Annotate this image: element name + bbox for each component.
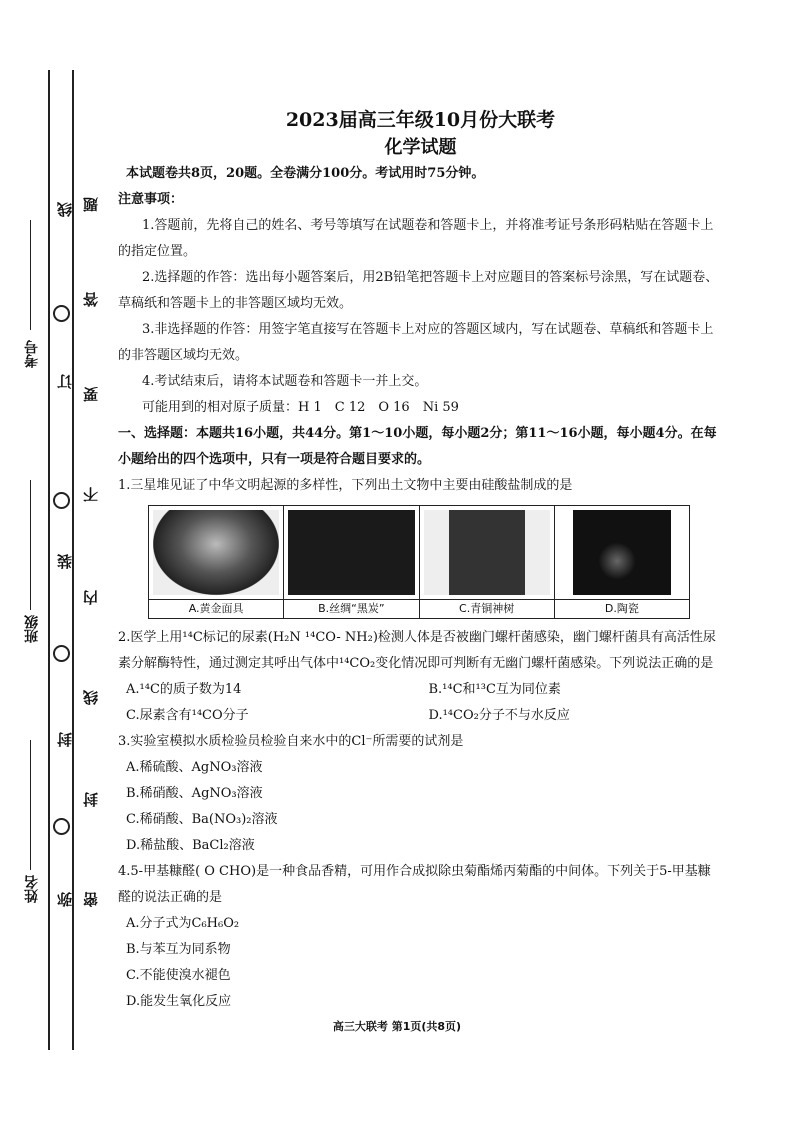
exam-subject: 化学试题 [384,137,457,158]
binding-margin [0,0,105,1123]
notice-char: 答 [82,290,100,307]
figure-d [555,506,689,618]
gold-mask-image [153,510,279,595]
class-underline [30,480,31,610]
notice-char: 内 [82,588,100,605]
option-d: D.能发生氧化反应 [126,994,232,1009]
notice-char: 密 [82,890,100,907]
question-4-stem: 4.5-甲基糠醛( O CHO)是一种食品香精，可用作合成拟除虫菊酯烯丙菊酯的中间体。下列关于5-甲基糠醛的说法正确的是 [118,864,711,905]
option-c: C.稀硝酸、Ba(NO₃)₂溶液 [126,812,278,827]
seal-char: 弥 [56,890,74,907]
figure-caption: D.陶瓷 [555,599,689,618]
exam-info: 本试题卷共8页，20题。全卷满分100分。考试用时75分钟。 [126,166,485,181]
notice-char: 封 [82,790,100,807]
note-item: 3.非选择题的作答：用签字笔直接写在答题卡上对应的答题区域内，写在试题卷、草稿纸和答题卡上的非答题区域均无效。 [118,322,714,363]
note-item: 4.考试结束后，请将本试题卷和答题卡一并上交。 [142,374,428,389]
question-1-figures [148,505,690,619]
seal-char: 装 [56,552,74,569]
note-item: 1.答题前，先将自己的姓名、考号等填写在试题卷和答题卡上，并将准考证号条形码粘贴在答题卡上的指定位置。 [118,218,714,259]
figure-a [149,506,284,618]
option-b: B.¹⁴C和¹³C互为同位素 [428,682,561,697]
binding-hole [53,492,70,509]
name-underline [30,740,31,870]
binding-hole [53,645,70,662]
silk-charcoal-image [288,510,414,595]
figure-caption: C.青铜神树 [420,599,554,618]
page-footer: 高三大联考 第1页(共8页) [332,1020,462,1033]
exam-title: 2023届高三年级10月份大联考 [285,109,556,131]
option-d: D.稀盐酸、BaCl₂溶液 [126,838,255,853]
option-a: A.分子式为C₆H₆O₂ [126,916,240,931]
label-class: 班级 [24,615,40,643]
question-2-options-row1 [118,677,723,703]
figure-b [284,506,419,618]
binding-hole [53,818,70,835]
notes-heading: 注意事项： [118,192,184,207]
option-a: A.¹⁴C的质子数为14 [126,682,242,697]
seal-char: 线 [56,200,74,217]
option-b: B.与苯互为同系物 [126,942,231,957]
seal-char: 订 [56,372,74,389]
notice-char: 题 [82,195,100,212]
notice-char: 不 [82,485,100,502]
section-heading: 一、选择题：本题共16小题，共44分。第1～10小题，每小题2分；第11～16小题，每小题4分。在每小题给出的四个选项中，只有一项是符合题目要求的。 [118,426,717,467]
figure-caption: A.黄金面具 [149,599,283,618]
note-item: 2.选择题的作答：选出每小题答案后，用2B铅笔把答题卡上对应题目的答案标号涂黑，写在试题卷、草稿纸和答题卡上的非答题区域均无效。 [118,270,719,311]
option-c: C.不能使溴水褪色 [126,968,231,983]
pottery-image [573,510,671,595]
option-d: D.¹⁴CO₂分子不与水反应 [428,708,570,723]
figure-caption: B.丝绸“黑炭” [284,599,418,618]
option-a: A.稀硫酸、AgNO₃溶液 [126,760,263,775]
exam-content [118,105,723,1015]
option-b: B.稀硝酸、AgNO₃溶液 [126,786,263,801]
question-1-stem: 1.三星堆见证了中华文明起源的多样性，下列出土文物中主要由硅酸盐制成的是 [118,478,573,493]
bronze-tree-image [424,510,550,595]
notice-char: 要 [82,385,100,402]
label-exam-number: 考号 [24,340,40,368]
notice-char: 线 [82,688,100,705]
margin-line-left [48,70,50,1050]
binding-hole [53,305,70,322]
seal-char: 封 [56,730,74,747]
id-underline [30,220,31,330]
question-2-stem: 2.医学上用¹⁴C标记的尿素(H₂N ¹⁴CO- NH₂)检测人体是否被幽门螺杆菌感染，幽门螺杆菌具有高活性尿素分解酶特性，通过测定其呼出气体中¹⁴CO₂变化情况即可判断有无幽门螺杆菌感染。下列说法正确的是 [118,630,716,671]
label-name: 姓名 [24,875,40,903]
question-3-stem: 3.实验室模拟水质检验员检验自来水中的Cl⁻所需要的试剂是 [118,734,464,749]
figure-c [420,506,555,618]
question-2-options-row2 [118,703,723,729]
option-c: C.尿素含有¹⁴CO分子 [126,708,249,723]
atomic-masses: 可能用到的相对原子质量：H 1 C 12 O 16 Ni 59 [142,400,459,415]
